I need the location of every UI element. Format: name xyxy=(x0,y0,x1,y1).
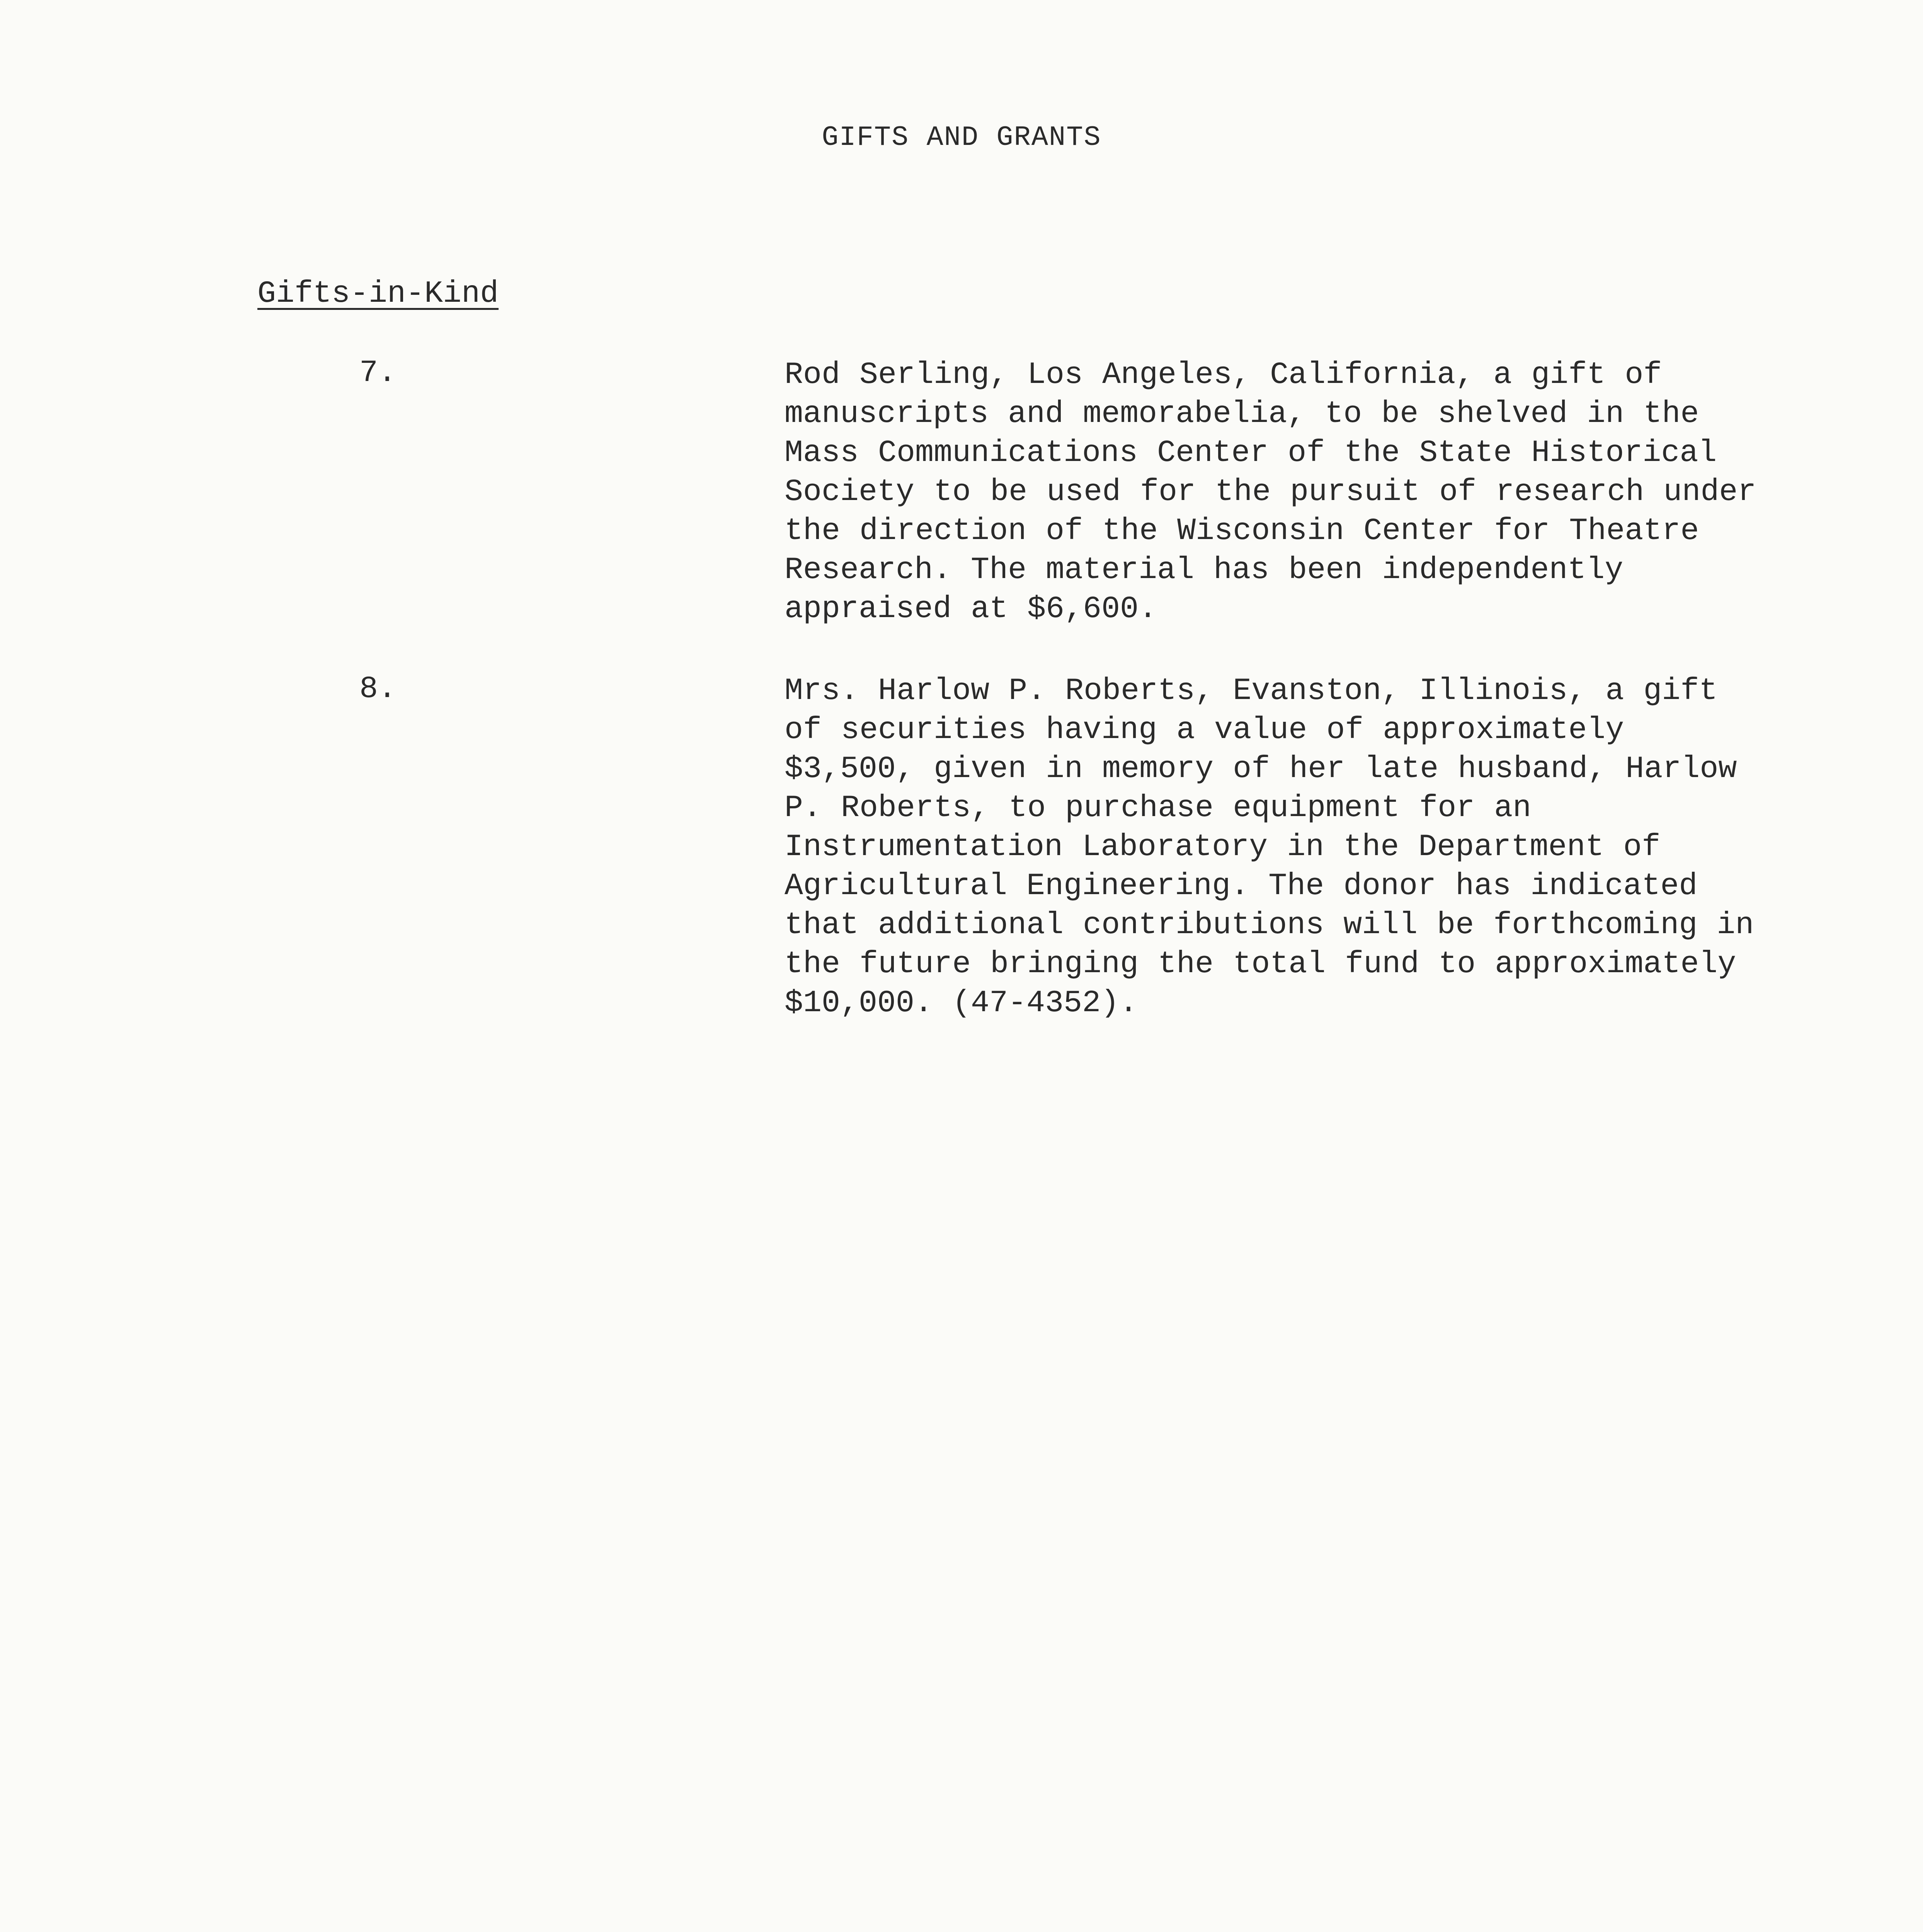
item-number: 7. xyxy=(359,355,397,391)
section-heading: Gifts-in-Kind xyxy=(257,276,499,311)
item-text: Rod Serling, Los Angeles, California, a gift of manuscripts and memorabelia, to be shelved in the Mass Communications Center of the State Historical Society to be used for the pursuit of research under the direction of the Wisconsin Center for Theatre Research. The material has been independently appraised at $6,600. xyxy=(785,357,1756,627)
item-number: 8. xyxy=(359,672,397,707)
page-title: GIFTS AND GRANTS xyxy=(822,122,1101,153)
item-text: Mrs. Harlow P. Roberts, Evanston, Illinois, a gift of securities having a value of approximately $3,500, given in memory of her late husband, Harlow P. Roberts, to purchase equipment for an Instrumentation Laboratory in the Department of Agricultural Engineering. The donor has indicated that additional contributions will be forthcoming in the future bringing the total fund to approximately $10,000. (47-4352). xyxy=(785,673,1754,1021)
